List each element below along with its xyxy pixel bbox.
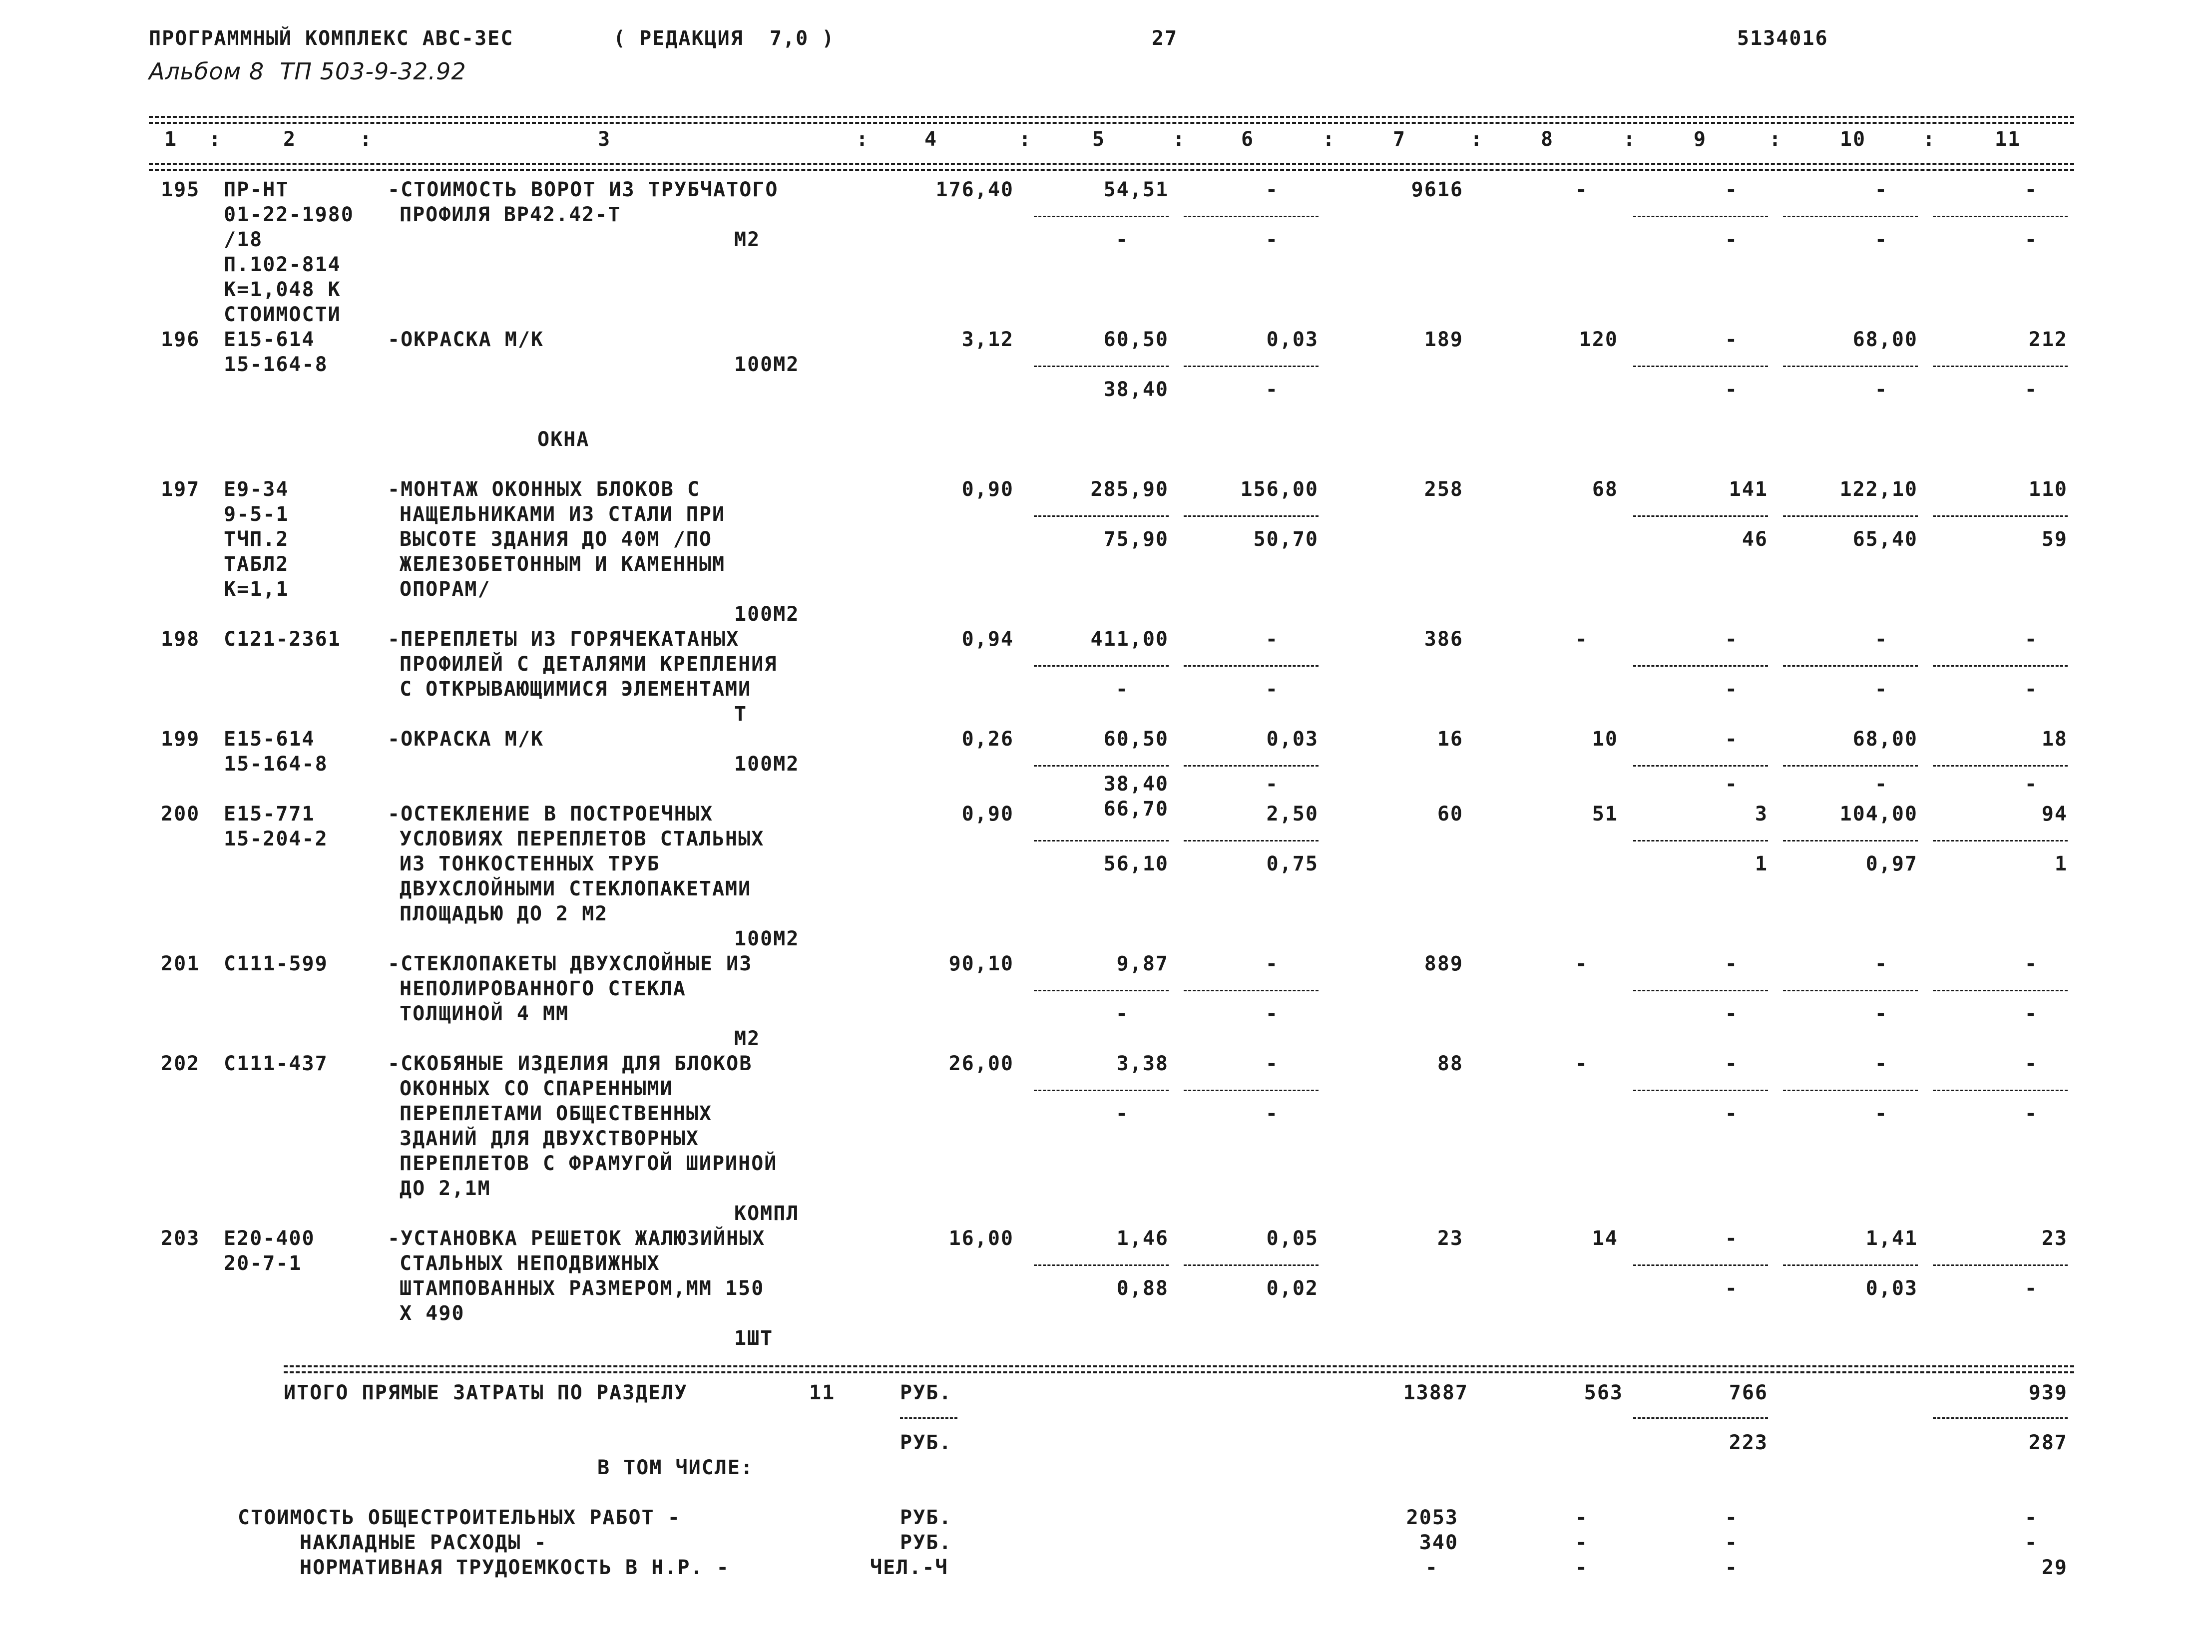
subtotal-line — [1633, 840, 1768, 841]
subtotal-line — [1933, 366, 2068, 367]
column-header: 1 — [164, 128, 178, 151]
totals-unit-2: РУБ. — [900, 1431, 952, 1454]
subtotal-line — [1034, 216, 1169, 217]
row-code: С121-2361 — [224, 628, 341, 651]
row-description: -УСТАНОВКА РЕШЕТОК ЖАЛЮЗИЙНЫХ — [388, 1227, 766, 1250]
cell-col6-sub: - — [1265, 773, 1279, 796]
page-number: 27 — [1152, 27, 1178, 50]
column-separator: : — [1623, 128, 1637, 151]
cell-col10: 68,00 — [1852, 328, 1918, 351]
row-number: 197 — [161, 478, 200, 501]
subtotal-line — [1184, 216, 1319, 217]
row-number: 195 — [161, 178, 200, 201]
labor-col9: - — [1725, 1556, 1738, 1579]
cell-col8: - — [1575, 952, 1588, 975]
header-top-rule — [149, 116, 2074, 118]
row-description: -ОКРАСКА М/К — [388, 728, 544, 751]
cell-col5-sub: 56,10 — [1103, 852, 1169, 875]
cell-col6: - — [1265, 178, 1279, 201]
subtotal-line — [1933, 216, 2068, 217]
subtotal-line — [1034, 1264, 1169, 1266]
labor-label: НОРМАТИВНАЯ ТРУДОЕМКОСТЬ В Н.Р. - — [300, 1556, 730, 1579]
general-works-col11: - — [2024, 1506, 2038, 1529]
cell-col9-sub: - — [1725, 1102, 1738, 1125]
subtotal-line — [1184, 840, 1319, 841]
cell-col5: 285,90 — [1090, 478, 1169, 501]
cell-col7: 88 — [1437, 1052, 1463, 1075]
subtotal-line — [1633, 1090, 1768, 1091]
subtotal-line — [1933, 1264, 2068, 1266]
row-code: ТАБЛ2 — [224, 553, 289, 576]
subtotal-line — [1933, 840, 2068, 841]
cell-col5-sub: 38,40 — [1103, 773, 1169, 796]
row-description: НЕПОЛИРОВАННОГО СТЕКЛА — [400, 977, 686, 1000]
subtotal-line — [1184, 1090, 1319, 1091]
cell-col4: 0,26 — [961, 728, 1014, 751]
cell-col9-sub: - — [1725, 228, 1738, 251]
document-code: 5134016 — [1737, 27, 1828, 50]
cell-col9-sub: - — [1725, 678, 1738, 701]
cell-col5: 3,38 — [1116, 1052, 1169, 1075]
subtotal-line — [1184, 1264, 1319, 1266]
row-unit: М2 — [734, 1027, 761, 1050]
subtotal-line — [1783, 765, 1918, 767]
subtotal-line — [1783, 216, 1918, 217]
row-number: 202 — [161, 1052, 200, 1075]
row-number: 199 — [161, 728, 200, 751]
general-works-col8: - — [1575, 1506, 1588, 1529]
cell-col4: 0,90 — [961, 478, 1014, 501]
row-description: -ПЕРЕПЛЕТЫ ИЗ ГОРЯЧЕКАТАНЫХ — [388, 628, 740, 651]
cell-col9-sub: - — [1725, 1277, 1738, 1300]
row-unit: М2 — [734, 228, 761, 251]
subtotal-line — [1184, 990, 1319, 991]
row-code: С111-599 — [224, 952, 328, 975]
cell-col8: 10 — [1592, 728, 1618, 751]
cell-col11-sub: - — [2024, 378, 2038, 401]
cell-col9: - — [1725, 628, 1738, 651]
subtotal-line — [1783, 990, 1918, 991]
row-description: НАЩЕЛЬНИКАМИ ИЗ СТАЛИ ПРИ — [400, 503, 726, 526]
cell-col10-sub: - — [1874, 1002, 1888, 1025]
subtotal-line — [1184, 665, 1319, 667]
row-number: 201 — [161, 952, 200, 975]
cell-col5-sub: - — [1115, 1002, 1129, 1025]
subtotal-line — [1633, 366, 1768, 367]
cell-col6: - — [1265, 1052, 1279, 1075]
column-separator: : — [1923, 128, 1936, 151]
cell-col9-sub: - — [1725, 378, 1738, 401]
cell-col10: - — [1874, 952, 1888, 975]
row-code: 15-164-8 — [224, 753, 328, 776]
column-header: 11 — [1994, 128, 2021, 151]
cell-col10: 104,00 — [1839, 803, 1918, 826]
totals-col11: 939 — [2028, 1381, 2068, 1404]
cell-col9: - — [1725, 328, 1738, 351]
subtotal-line — [1633, 1264, 1768, 1266]
labor-col11: 29 — [2041, 1556, 2068, 1579]
cell-col11: 18 — [2041, 728, 2068, 751]
cell-col11: - — [2024, 178, 2038, 201]
row-code: К=1,048 К — [224, 278, 341, 301]
subtotal-line — [1034, 665, 1169, 667]
totals-col9: 766 — [1729, 1381, 1768, 1404]
header-bottom-rule-2 — [149, 169, 2074, 171]
general-works-unit: РУБ. — [900, 1506, 952, 1529]
row-unit: 1ШТ — [734, 1327, 774, 1350]
cell-col7: 16 — [1437, 728, 1463, 751]
cell-col9-sub: 1 — [1755, 852, 1768, 875]
row-unit: 100М2 — [734, 927, 800, 950]
row-code: 20-7-1 — [224, 1252, 302, 1275]
cell-col11-sub: - — [2024, 773, 2038, 796]
cell-col7: 189 — [1424, 328, 1463, 351]
album-handwritten: Альбом 8 ТП 503-9-32.92 — [149, 58, 466, 85]
cell-col10-sub: 65,40 — [1852, 528, 1918, 551]
cell-col5-sub: 0,88 — [1116, 1277, 1169, 1300]
cell-col9: - — [1725, 952, 1738, 975]
cell-col7: 258 — [1424, 478, 1463, 501]
totals-col7: 13887 — [1403, 1381, 1468, 1404]
row-description: Х 490 — [400, 1302, 465, 1325]
labor-col7: - — [1425, 1556, 1438, 1579]
cell-col9: - — [1725, 728, 1738, 751]
subtotal-line — [1633, 665, 1768, 667]
subtotal-line — [1633, 216, 1768, 217]
row-code: ТЧП.2 — [224, 528, 289, 551]
row-description: ЗДАНИЙ ДЛЯ ДВУХСТВОРНЫХ — [400, 1127, 699, 1150]
cell-col5: 60,50 — [1103, 728, 1169, 751]
totals-col8: 563 — [1584, 1381, 1623, 1404]
cell-col11-sub: 1 — [2054, 852, 2068, 875]
row-description: ПРОФИЛЕЙ С ДЕТАЛЯМИ КРЕПЛЕНИЯ — [400, 653, 778, 676]
edition-label: ( РЕДАКЦИЯ 7,0 ) — [613, 27, 835, 50]
cell-col11: - — [2024, 628, 2038, 651]
column-header: 4 — [924, 128, 938, 151]
cell-col11-sub: - — [2024, 678, 2038, 701]
totals-section-number: 11 — [809, 1381, 836, 1404]
section-title: ОКНА — [537, 428, 590, 451]
column-header: 2 — [283, 128, 297, 151]
subtotal-line — [1034, 515, 1169, 517]
cell-col4: 0,90 — [961, 803, 1014, 826]
cell-col8: 120 — [1579, 328, 1618, 351]
row-description: ЖЕЛЕЗОБЕТОННЫМ И КАМЕННЫМ — [400, 553, 726, 576]
cell-col10: - — [1874, 1052, 1888, 1075]
cell-col5-sub: - — [1115, 228, 1129, 251]
cell-col5-sub: 75,90 — [1103, 528, 1169, 551]
cell-col8: - — [1575, 1052, 1588, 1075]
cell-col6-sub: - — [1265, 1002, 1279, 1025]
subtotal-line — [1633, 1417, 1768, 1419]
cell-col8: 14 — [1592, 1227, 1618, 1250]
cell-col11: - — [2024, 952, 2038, 975]
row-code: 01-22-1980 — [224, 203, 354, 226]
row-description: -СКОБЯНЫЕ ИЗДЕЛИЯ ДЛЯ БЛОКОВ — [388, 1052, 753, 1075]
cell-col4: 16,00 — [948, 1227, 1014, 1250]
subtotal-line — [1184, 515, 1319, 517]
cell-col4: 26,00 — [948, 1052, 1014, 1075]
cell-col9: - — [1725, 1227, 1738, 1250]
cell-col7: 9616 — [1411, 178, 1463, 201]
row-description: ДВУХСЛОЙНЫМИ СТЕКЛОПАКЕТАМИ — [400, 877, 752, 900]
row-code: /18 — [224, 228, 263, 251]
cell-col8: - — [1575, 178, 1588, 201]
cell-col10-sub: - — [1874, 678, 1888, 701]
cell-col11-sub: 59 — [2041, 528, 2068, 551]
cell-col6: 0,03 — [1266, 728, 1319, 751]
cell-col11-sub: - — [2024, 1002, 2038, 1025]
subtotal-line — [1933, 515, 2068, 517]
cell-col5: 9,87 — [1116, 952, 1169, 975]
cell-col6: 156,00 — [1240, 478, 1319, 501]
cell-col8: 51 — [1592, 803, 1618, 826]
cell-col7: 60 — [1437, 803, 1463, 826]
row-description: -СТОИМОСТЬ ВОРОТ ИЗ ТРУБЧАТОГО — [388, 178, 779, 201]
row-description: ДО 2,1М — [400, 1177, 491, 1200]
subtotal-line — [1933, 765, 2068, 767]
cell-col6-sub: - — [1265, 1102, 1279, 1125]
row-description: ПРОФИЛЯ ВР42.42-Т — [400, 203, 621, 226]
column-separator: : — [1470, 128, 1484, 151]
subtotal-line — [1633, 765, 1768, 767]
cell-col10: - — [1874, 628, 1888, 651]
cell-col9: - — [1725, 178, 1738, 201]
column-separator: : — [1769, 128, 1782, 151]
cell-col9-sub: - — [1725, 773, 1738, 796]
row-description: -СТЕКЛОПАКЕТЫ ДВУХСЛОЙНЫЕ ИЗ — [388, 952, 753, 975]
row-description: ПЛОЩАДЬЮ ДО 2 М2 — [400, 902, 608, 925]
row-description: ПЕРЕПЛЕТАМИ ОБЩЕСТВЕННЫХ — [400, 1102, 712, 1125]
cell-col5: 411,00 — [1090, 628, 1169, 651]
cell-col11: - — [2024, 1052, 2038, 1075]
general-works-col7: 2053 — [1406, 1506, 1458, 1529]
row-description: -ОСТЕКЛЕНИЕ В ПОСТРОЕЧНЫХ — [388, 803, 714, 826]
cell-col10-sub: - — [1874, 773, 1888, 796]
column-separator: : — [856, 128, 870, 151]
subtotal-line — [1783, 366, 1918, 367]
cell-col9: 3 — [1755, 803, 1768, 826]
row-description: С ОТКРЫВАЮЩИМИСЯ ЭЛЕМЕНТАМИ — [400, 678, 752, 701]
subtotal-line — [1933, 990, 2068, 991]
subtotal-line — [1633, 990, 1768, 991]
row-code: П.102-814 — [224, 253, 341, 276]
subtotal-line — [1783, 1090, 1918, 1091]
program-title: ПРОГРАММНЫЙ КОМПЛЕКС АВС-3ЕС — [149, 27, 514, 50]
subtotal-line — [1184, 366, 1319, 367]
including-label: В ТОМ ЧИСЛЕ: — [597, 1456, 754, 1479]
subtotal-line — [1783, 1264, 1918, 1266]
subtotal-line — [1933, 1090, 2068, 1091]
totals-unit: РУБ. — [900, 1381, 952, 1404]
subtotal-line — [1034, 840, 1169, 841]
row-unit: 100М2 — [734, 603, 800, 626]
column-header: 7 — [1392, 128, 1406, 151]
header-bottom-rule — [149, 163, 2074, 165]
cell-col10: 122,10 — [1839, 478, 1918, 501]
cell-col6-sub: - — [1265, 378, 1279, 401]
cell-col4: 3,12 — [961, 328, 1014, 351]
cell-col4: 0,94 — [961, 628, 1014, 651]
subtotal-line — [1633, 515, 1768, 517]
column-separator: : — [1019, 128, 1032, 151]
subtotal-line — [1034, 366, 1169, 367]
cell-col6-sub: 50,70 — [1253, 528, 1319, 551]
row-description: ТОЛЩИНОЙ 4 ММ — [400, 1002, 569, 1025]
cell-col6: - — [1265, 628, 1279, 651]
cell-col10: 68,00 — [1852, 728, 1918, 751]
column-header: 5 — [1092, 128, 1106, 151]
totals-rule-2 — [284, 1371, 2074, 1373]
subtotal-line — [1783, 840, 1918, 841]
row-description: -ОКРАСКА М/К — [388, 328, 544, 351]
row-code: Е15-614 — [224, 328, 315, 351]
row-number: 200 — [161, 803, 200, 826]
row-unit: Т — [734, 703, 748, 726]
cell-col8: - — [1575, 628, 1588, 651]
cell-col7: 889 — [1424, 952, 1463, 975]
column-separator: : — [360, 128, 373, 151]
cell-col6-sub: 0,02 — [1266, 1277, 1319, 1300]
cell-col10-sub: - — [1874, 378, 1888, 401]
overhead-col8: - — [1575, 1531, 1588, 1554]
column-header: 9 — [1693, 128, 1707, 151]
row-unit: 100М2 — [734, 353, 800, 376]
cell-col10-sub: - — [1874, 1102, 1888, 1125]
cell-col10-sub: 0,03 — [1865, 1277, 1918, 1300]
labor-col8: - — [1575, 1556, 1588, 1579]
row-code: Е15-771 — [224, 803, 315, 826]
cell-col9: - — [1725, 1052, 1738, 1075]
row-code: 15-204-2 — [224, 827, 328, 850]
cell-col9: 141 — [1729, 478, 1768, 501]
cell-col6-sub: - — [1265, 228, 1279, 251]
cell-col11: 212 — [2028, 328, 2068, 351]
row-description: ОКОННЫХ СО СПАРЕННЫМИ — [400, 1077, 673, 1100]
row-unit: 100М2 — [734, 753, 800, 776]
column-header: 3 — [597, 128, 611, 151]
cell-col6: 2,50 — [1266, 803, 1319, 826]
general-works-col9: - — [1725, 1506, 1738, 1529]
cell-col7: 23 — [1437, 1227, 1463, 1250]
cell-col11: 94 — [2041, 803, 2068, 826]
overhead-col7: 340 — [1419, 1531, 1458, 1554]
overhead-label: НАКЛАДНЫЕ РАСХОДЫ - — [300, 1531, 547, 1554]
cell-col10-sub: - — [1874, 228, 1888, 251]
row-description: СТАЛЬНЫХ НЕПОДВИЖНЫХ — [400, 1252, 660, 1275]
column-header: 6 — [1241, 128, 1255, 151]
row-description: ПЕРЕПЛЕТОВ С ФРАМУГОЙ ШИРИНОЙ — [400, 1152, 778, 1175]
overhead-col11: - — [2024, 1531, 2038, 1554]
cell-col5: 60,50 — [1103, 328, 1169, 351]
subtotal-line — [1034, 1090, 1169, 1091]
totals-label: ИТОГО ПРЯМЫЕ ЗАТРАТЫ ПО РАЗДЕЛУ — [284, 1381, 688, 1404]
row-unit: КОМПЛ — [734, 1202, 800, 1225]
cell-col5: 54,51 — [1103, 178, 1169, 201]
row-code: Е9-34 — [224, 478, 289, 501]
cell-col5-sub: 38,40 — [1103, 378, 1169, 401]
row-code: К=1,1 — [224, 578, 289, 601]
row-description: ИЗ ТОНКОСТЕННЫХ ТРУБ — [400, 852, 660, 875]
cell-col10-sub: 0,97 — [1865, 852, 1918, 875]
cell-col4: 176,40 — [935, 178, 1014, 201]
totals-rule — [284, 1365, 2074, 1367]
cell-col6: 0,05 — [1266, 1227, 1319, 1250]
cell-col10: - — [1874, 178, 1888, 201]
cell-col9-sub: 46 — [1742, 528, 1768, 551]
cell-col11: 23 — [2041, 1227, 2068, 1250]
column-header: 8 — [1540, 128, 1554, 151]
cell-col6: - — [1265, 952, 1279, 975]
general-works-label: СТОИМОСТЬ ОБЩЕСТРОИТЕЛЬНЫХ РАБОТ - — [238, 1506, 681, 1529]
column-separator: : — [1323, 128, 1336, 151]
subtotal-line — [1184, 765, 1319, 767]
cell-col11-sub: - — [2024, 1102, 2038, 1125]
cell-col6: 0,03 — [1266, 328, 1319, 351]
subtotal-line — [1034, 990, 1169, 991]
overhead-unit: РУБ. — [900, 1531, 952, 1554]
row-number: 198 — [161, 628, 200, 651]
column-header: 10 — [1839, 128, 1866, 151]
subtotal-line — [1783, 665, 1918, 667]
subtotal-line — [1933, 665, 2068, 667]
cell-col5-sub: - — [1115, 1102, 1129, 1125]
cell-col11: 110 — [2028, 478, 2068, 501]
cell-col5: 1,46 — [1116, 1227, 1169, 1250]
row-code: СТОИМОСТИ — [224, 303, 341, 326]
totals-col9-sub: 223 — [1729, 1431, 1768, 1454]
row-number: 196 — [161, 328, 200, 351]
totals-col11-sub: 287 — [2028, 1431, 2068, 1454]
subtotal-line — [1783, 515, 1918, 517]
row-code: Е20-400 — [224, 1227, 315, 1250]
unit-underline — [900, 1417, 957, 1419]
overhead-col9: - — [1725, 1531, 1738, 1554]
row-code: 9-5-1 — [224, 503, 289, 526]
subtotal-line — [1933, 1417, 2068, 1419]
cell-col8: 68 — [1592, 478, 1618, 501]
header-top-rule-2 — [149, 122, 2074, 124]
cell-col11-sub: - — [2024, 228, 2038, 251]
cell-col6-sub: 0,75 — [1266, 852, 1319, 875]
row-code: 15-164-8 — [224, 353, 328, 376]
row-description: ОПОРАМ/ — [400, 578, 491, 601]
cell-col5-sub: - — [1115, 678, 1129, 701]
cell-col11-sub: - — [2024, 1277, 2038, 1300]
row-code: Е15-614 — [224, 728, 315, 751]
subtotal-line — [1034, 765, 1169, 767]
column-separator: : — [1173, 128, 1186, 151]
row-number: 203 — [161, 1227, 200, 1250]
labor-unit: ЧЕЛ.-Ч — [870, 1556, 948, 1579]
row-description: ШТАМПОВАННЫХ РАЗМЕРОМ,ММ 150 — [400, 1277, 765, 1300]
row-description: ВЫСОТЕ ЗДАНИЯ ДО 40М /ПО — [400, 528, 712, 551]
row-description: -МОНТАЖ ОКОННЫХ БЛОКОВ С — [388, 478, 700, 501]
cell-col9-sub: - — [1725, 1002, 1738, 1025]
row-code: С111-437 — [224, 1052, 328, 1075]
cell-col4: 90,10 — [948, 952, 1014, 975]
row-code: ПР-НТ — [224, 178, 289, 201]
cell-col5: 66,70 — [1103, 798, 1169, 821]
cell-col10: 1,41 — [1865, 1227, 1918, 1250]
row-description: УСЛОВИЯХ ПЕРЕПЛЕТОВ СТАЛЬНЫХ — [400, 827, 765, 850]
cell-col6-sub: - — [1265, 678, 1279, 701]
column-separator: : — [209, 128, 222, 151]
cell-col7: 386 — [1424, 628, 1463, 651]
